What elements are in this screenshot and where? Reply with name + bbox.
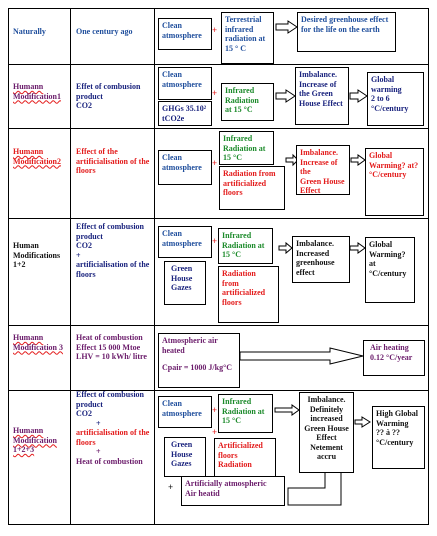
arrow-row3-b bbox=[351, 155, 365, 165]
row3-result: Global Warming? at? °C/century bbox=[365, 148, 424, 216]
row5-cause: Heat of combustion Effect 15 000 Mtoe LHV = 10 kWh/ litre bbox=[76, 333, 147, 361]
row6-cause-co2: Effect of combusion product CO2 bbox=[76, 390, 144, 418]
row4-infrared: Infrared Radiation at 15 °C bbox=[218, 228, 273, 264]
arrow-row6-b bbox=[355, 417, 370, 427]
row6-imbalance: Imbalance. Definitely increased Green House Effect Netement accru bbox=[299, 392, 354, 473]
arrow-row5 bbox=[240, 348, 363, 364]
row6-plus-b: + bbox=[212, 427, 218, 437]
row2-ghg: GHGs 35.10² tCO2e bbox=[158, 101, 212, 126]
row5-result: Air heating 0.12 °C/year bbox=[363, 340, 425, 376]
row6-cause-heat: Heat of combustion bbox=[76, 456, 143, 466]
row5-label: Humann Modification 3 bbox=[13, 333, 63, 352]
row6-radiation: Artificialized floors Radiation bbox=[214, 438, 276, 477]
row2-result: Global warming 2 to 6 °C/century bbox=[367, 72, 424, 126]
row6-cause-floors: artificialisation of the floors bbox=[76, 428, 150, 447]
arrow-row4-b bbox=[350, 243, 365, 253]
row4-cause: Effect of combusion product CO2 + artificialisation of the floors bbox=[76, 222, 150, 279]
arrow-row4-a bbox=[279, 243, 292, 253]
row3-cause: Effect of the artificialisation of the floors bbox=[76, 147, 150, 175]
row1-cause: One century ago bbox=[76, 27, 133, 36]
row2-infrared: Infrared Radiation at 15 °C bbox=[221, 83, 274, 121]
arrow-row2-a bbox=[276, 90, 295, 102]
row2-imbalance: Imbalance. Increase of the Green House Effect bbox=[295, 67, 349, 125]
row1-plus: + bbox=[212, 25, 218, 35]
row1-infrared: Terrestrial infrared radiation at 15 ° C bbox=[221, 12, 274, 64]
row3-clean-atmosphere: Clean atmosphere bbox=[158, 150, 212, 185]
row6-plus-a: + bbox=[212, 405, 218, 415]
row5-heated bbox=[158, 333, 240, 388]
row3-radiation: Radiation from artificialized floors bbox=[219, 166, 285, 210]
row4-ghg: Green House Gazes bbox=[164, 261, 206, 305]
row6-cause bbox=[76, 390, 154, 466]
row1-result: Desired greenhouse effect for the life on the earth bbox=[297, 12, 396, 52]
row4-imbalance: Imbalance. Increased greenhouse effect bbox=[292, 236, 350, 283]
row2-clean-atmosphere: Clean atmosphere bbox=[158, 67, 212, 100]
row4-result: Global Warming? at °C/century bbox=[365, 237, 415, 303]
row6-ghg: Green House Gazes bbox=[164, 437, 206, 477]
row2-label: Humann Modification1 bbox=[13, 82, 61, 101]
row3-plus: + bbox=[212, 158, 218, 168]
row2-cause: Effet of combusion product CO2 bbox=[76, 82, 141, 110]
row3-infrared: Infrared Radiation at 15 °C bbox=[219, 131, 274, 165]
row6-label: Humann Modification 1+2+3 bbox=[13, 426, 57, 454]
row6-cause-plus2: + bbox=[96, 447, 101, 456]
row3-imbalance: Imbalance. Increase of the Green House Effect bbox=[296, 145, 350, 195]
row6-clean-atmosphere: Clean atmosphere bbox=[158, 396, 212, 428]
row3-label: Humann Modification2 bbox=[13, 147, 61, 166]
arrow-row1 bbox=[276, 21, 297, 33]
row5-cpair: Cpair = 1000 J/kg°C bbox=[162, 363, 233, 372]
row5-heated-text: Atmospheric air heated bbox=[162, 336, 218, 355]
row4-plus: + bbox=[212, 236, 218, 246]
arrow-row6-a bbox=[275, 405, 299, 415]
row6-cause-plus1: + bbox=[96, 418, 101, 428]
row6-artificial-heating: Artificially atmospheric Air heatid bbox=[181, 476, 285, 506]
row6-result: High Global Warming ?? à ?? °C/century bbox=[372, 406, 425, 469]
row6-plus-c: + bbox=[168, 482, 174, 492]
row6-infrared: Infrared Radiation at 15 °C bbox=[218, 394, 273, 433]
row4-radiation: Radiation from artificialized floors bbox=[218, 266, 279, 323]
row2-plus: + bbox=[212, 88, 218, 98]
row1-label: Naturally bbox=[13, 27, 46, 36]
row4-label: Human Modifications 1+2 bbox=[13, 241, 61, 269]
row1-clean-atmosphere: Clean atmosphere bbox=[158, 18, 212, 50]
row4-clean-atmosphere: Clean atmosphere bbox=[158, 226, 212, 258]
arrow-row2-b bbox=[350, 90, 367, 102]
